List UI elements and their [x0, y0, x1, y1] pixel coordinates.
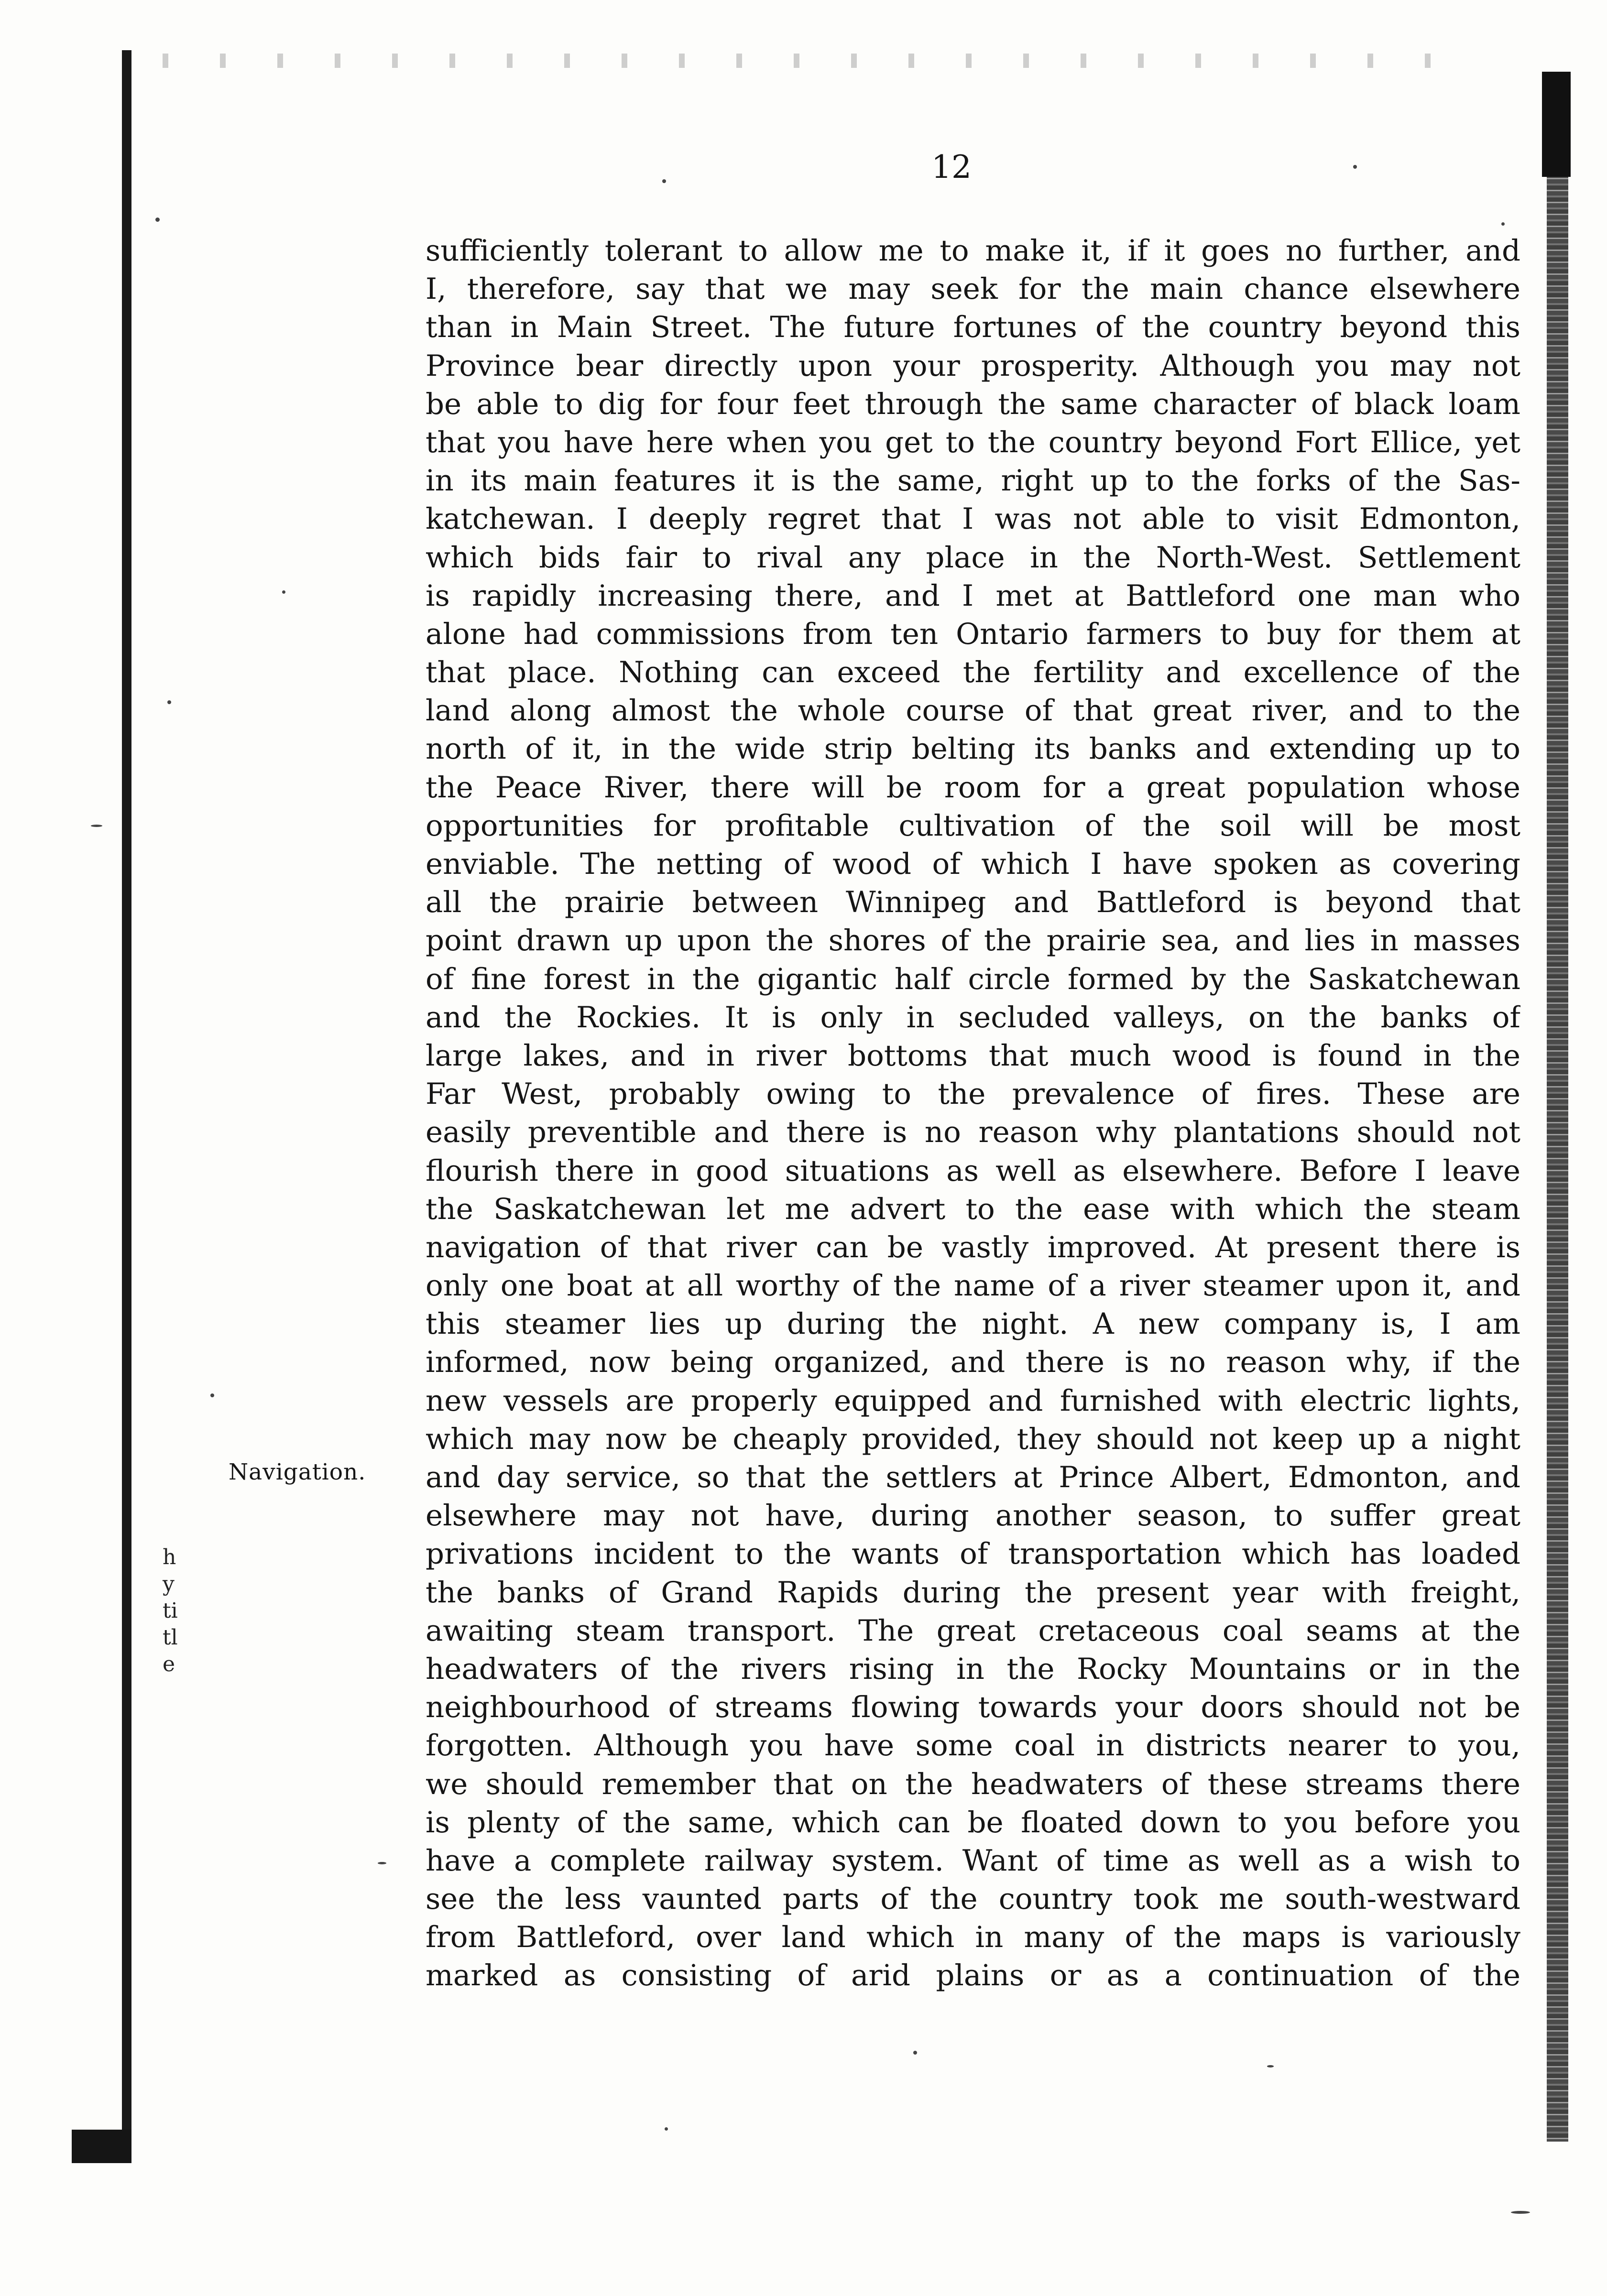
text-line: navigation of that river can be vastly improved. At present there is	[426, 1230, 1520, 1264]
page-number: 12	[931, 149, 972, 185]
text-line: easily preventible and there is no reason why plantations should not	[426, 1115, 1520, 1150]
left-binding-foot	[72, 2130, 131, 2163]
text-line: that place. Nothing can exceed the fertility and excellence of the	[426, 655, 1520, 690]
print-speck	[1353, 165, 1357, 169]
text-line: is plenty of the same, which can be floated down to you before you	[426, 1805, 1520, 1839]
text-line: flourish there in good situations as well as elsewhere. Before I leave	[426, 1153, 1520, 1188]
text-line: marked as consisting of arid plains or as a continuation of the	[426, 1959, 1520, 1993]
print-speck	[1267, 2065, 1274, 2067]
text-line: I, therefore, say that we may seek for the main chance elsewhere	[426, 272, 1520, 306]
text-line: privations incident to the wants of transportation which has loaded	[426, 1537, 1520, 1571]
text-line: only one boat at all worthy of the name of a river steamer upon it, and	[426, 1269, 1520, 1303]
fragment: y	[163, 1572, 175, 1596]
text-line: the Saskatchewan let me advert to the ease with which the steam	[426, 1192, 1520, 1226]
left-edge-fragments	[163, 1544, 191, 1678]
right-binding-edge	[1547, 72, 1568, 2142]
page-top-edge	[143, 54, 1482, 68]
text-line: elsewhere may not have, during another season, to suffer great	[426, 1499, 1520, 1533]
text-line: and the Rockies. It is only in secluded valleys, on the banks of	[426, 1000, 1520, 1034]
text-line: large lakes, and in river bottoms that much wood is found in the	[426, 1038, 1520, 1073]
print-speck	[167, 700, 171, 704]
text-line: opportunities for profitable cultivation of the soil will be most	[426, 808, 1520, 843]
print-speck	[378, 1862, 386, 1864]
text-line: of fine forest in the gigantic half circle formed by the Saskatchewan	[426, 962, 1520, 996]
text-line: be able to dig for four feet through the same character of black loam	[426, 387, 1520, 421]
text-line: is rapidly increasing there, and I met at Battleford one man who	[426, 578, 1520, 613]
print-speck	[662, 179, 666, 183]
fragment: e	[163, 1652, 175, 1676]
fragment: tl	[163, 1625, 178, 1650]
right-binding-cap	[1542, 72, 1571, 177]
text-line: in its main features it is the same, right up to the forks of the Sas-	[426, 464, 1520, 498]
print-speck	[665, 2127, 668, 2131]
text-line: that you have here when you get to the country beyond Fort Ellice, yet	[426, 425, 1520, 459]
text-line: the Peace River, there will be room for a great population whose	[426, 770, 1520, 805]
text-line: which bids fair to rival any place in the North-West. Settlement	[426, 540, 1520, 575]
print-speck	[155, 218, 160, 222]
text-line: enviable. The netting of wood of which I have spoken as covering	[426, 847, 1520, 881]
print-speck	[210, 1393, 214, 1397]
text-line: than in Main Street. The future fortunes of the country beyond this	[426, 310, 1520, 345]
text-line: alone had commissions from ten Ontario farmers to buy for them at	[426, 617, 1520, 651]
text-line: all the prairie between Winnipeg and Battleford is beyond that	[426, 885, 1520, 920]
print-speck	[91, 825, 102, 827]
text-line: see the less vaunted parts of the country took me south-westward	[426, 1882, 1520, 1916]
text-line: awaiting steam transport. The great cretaceous coal seams at the	[426, 1613, 1520, 1648]
text-line: north of it, in the wide strip belting its banks and extending up to	[426, 732, 1520, 766]
body-paragraph	[426, 232, 1520, 1995]
text-line: and day service, so that the settlers at Prince Albert, Edmonton, and	[426, 1460, 1520, 1494]
text-line: forgotten. Although you have some coal in districts nearer to you,	[426, 1729, 1520, 1763]
text-line: informed, now being organized, and there is no reason why, if the	[426, 1345, 1520, 1380]
left-binding-edge	[122, 50, 131, 2163]
text-line: we should remember that on the headwaters of these streams there	[426, 1767, 1520, 1801]
text-line: neighbourhood of streams flowing towards your doors should not be	[426, 1690, 1520, 1725]
text-line: Far West, probably owing to the prevalence of fires. These are	[426, 1077, 1520, 1111]
print-speck	[282, 590, 285, 594]
text-line: from Battleford, over land which in many of the maps is variously	[426, 1920, 1520, 1955]
text-line: headwaters of the rivers rising in the Rocky Mountains or in the	[426, 1652, 1520, 1686]
text-line: this steamer lies up during the night. A new company is, I am	[426, 1307, 1520, 1341]
print-speck	[1501, 222, 1505, 226]
text-line: have a complete railway system. Want of time as well as a wish to	[426, 1843, 1520, 1878]
text-line: the banks of Grand Rapids during the present year with freight,	[426, 1575, 1520, 1610]
text-line: new vessels are properly equipped and furnished with electric lights,	[426, 1383, 1520, 1418]
fragment: ti	[163, 1599, 178, 1623]
text-line: which may now be cheaply provided, they should not keep up a night	[426, 1422, 1520, 1456]
text-line: katchewan. I deeply regret that I was not able to visit Edmonton,	[426, 502, 1520, 536]
text-line: land along almost the whole course of that great river, and to the	[426, 694, 1520, 728]
print-speck	[1511, 2211, 1530, 2214]
text-line: Province bear directly upon your prosperity. Although you may not	[426, 348, 1520, 383]
text-line: point drawn up upon the shores of the prairie sea, and lies in masses	[426, 924, 1520, 958]
text-line: sufficiently tolerant to allow me to make it, if it goes no further, and	[426, 234, 1520, 268]
fragment: h	[163, 1545, 176, 1569]
margin-note-navigation: Navigation.	[229, 1459, 366, 1485]
print-speck	[913, 2051, 917, 2055]
